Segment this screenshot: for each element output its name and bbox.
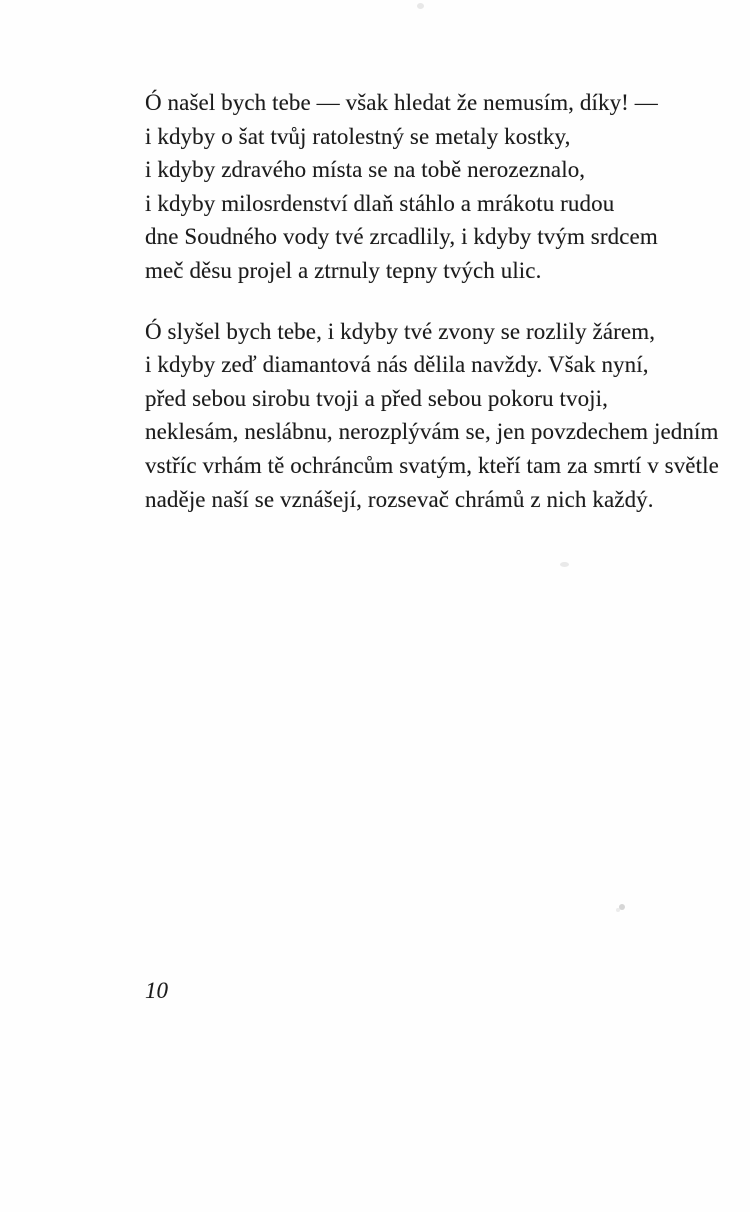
poem-text-block — [145, 86, 719, 516]
scan-speck — [417, 3, 424, 9]
poem-line: Ó našel bych tebe — však hledat že nemusím, díky! — — [145, 90, 658, 115]
poem-line: Ó slyšel bych tebe, i kdyby tvé zvony se rozlily žárem, — [145, 318, 656, 344]
poem-line: meč děsu projel a ztrnuly tepny tvých ulic. — [145, 257, 542, 283]
poem-line: i kdyby zeď diamantová nás dělila navždy. Však nyní, — [145, 352, 649, 378]
poem-line: před sebou sirobu tvoji a před sebou pokoru tvoji, — [145, 385, 609, 411]
stanza-2 — [145, 315, 719, 517]
poem-line: dne Soudného vody tvé zrcadlily, i kdyby tvým srdcem — [145, 224, 658, 250]
scan-speck — [619, 904, 625, 910]
poem-line: i kdyby o šat tvůj ratolestný se metaly kostky, — [145, 123, 571, 149]
poem-line: vstříc vrhám tě ochráncům svatým, kteří tam za smrtí v světle — [145, 452, 719, 478]
poem-line: i kdyby milosrdenství dlaň stáhlo a mrákotu rudou — [145, 190, 615, 216]
poem-line: neklesám, neslábnu, nerozplývám se, jen povzdechem jedním — [145, 419, 719, 445]
scan-speck — [560, 562, 569, 567]
page-number: 10 — [145, 978, 168, 1003]
poem-line: naděje naší se vznášejí, rozsevač chrámů z nich každý. — [145, 486, 654, 512]
stanza-1 — [145, 86, 715, 288]
poem-line: i kdyby zdravého místa se na tobě nerozeznalo, — [145, 157, 586, 183]
